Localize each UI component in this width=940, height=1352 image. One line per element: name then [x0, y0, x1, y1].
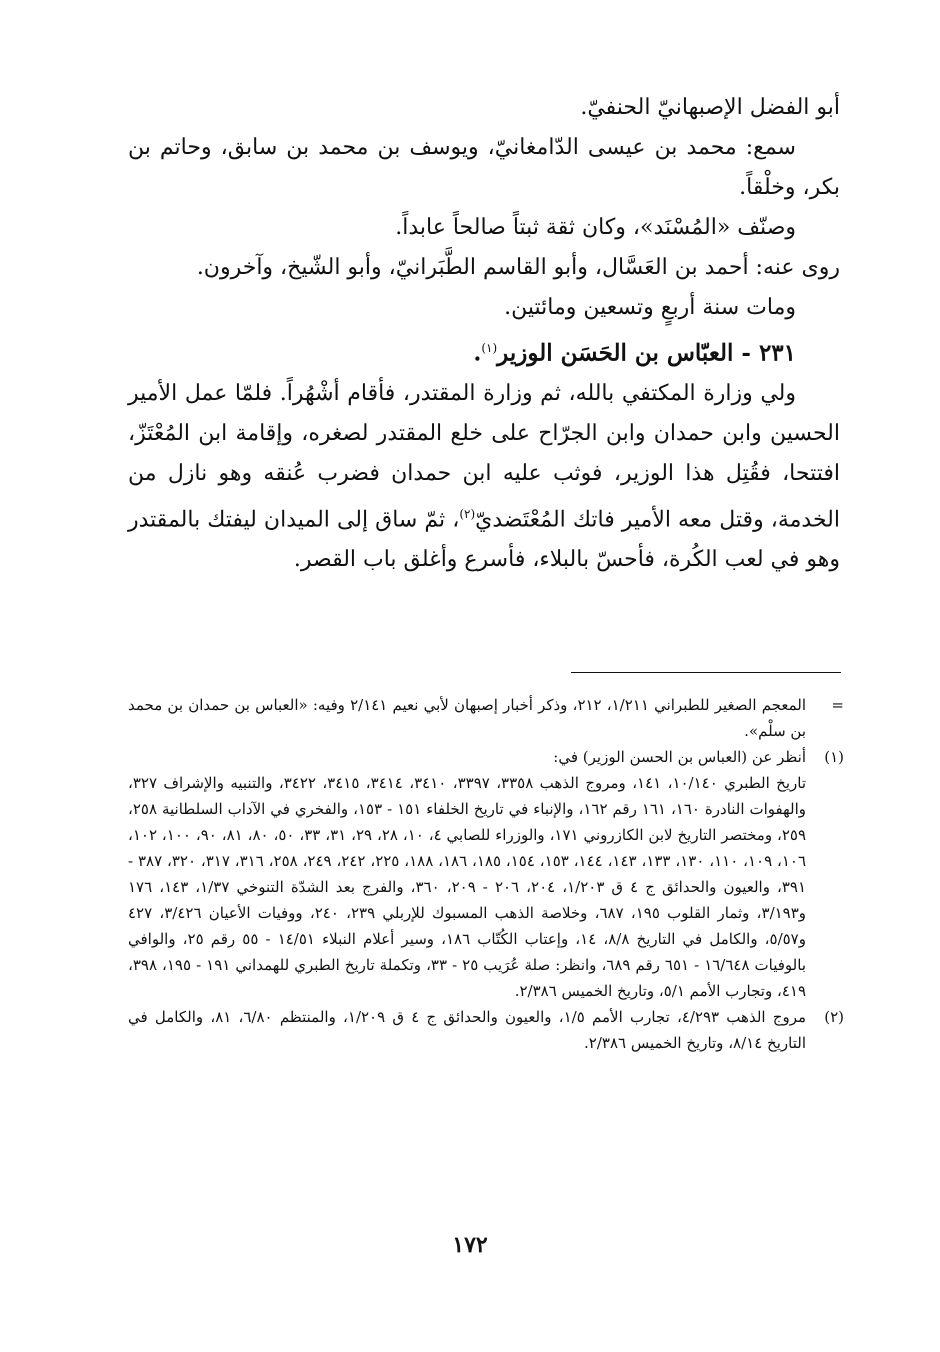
paragraph-heard-from: سمع: محمد بن عيسى الدّامغانيّ، ويوسف بن محمد بن سابق، وحاتم بن بكر، وخلْقاً. [128, 135, 840, 200]
entry-number: ٢٣١ [758, 339, 796, 367]
footnote-1-mark: (١) [824, 748, 844, 766]
paragraph-death: ومات سنة أربعٍ وتسعين ومائتين. [504, 295, 796, 320]
footnote-2-text: مروج الذهب ٤/٢٩٣، تجارب الأمم ١/٥، والعيون والحدائق ج ٤ ق ١/٢٠٩، والمنتظم ٦/٨٠، ٨١، والكامل في التاريخ ٨/١٤، وتاريخ الخميس ٢/٣٨٦. [128, 1008, 807, 1052]
footnote-1-intro: أنظر عن (العباس بن الحسن الوزير) في: [553, 748, 806, 766]
footnote-separator [571, 672, 841, 673]
footnote-2 [128, 1004, 844, 1056]
entry-footnote-ref: (١) [481, 341, 498, 355]
footnote-continuation-text: المعجم الصغير للطبراني ١/٢١١، ٢١٢، وذكر أخبار إصبهان لأبي نعيم ٢/١٤١ وفيه: «العباس بن حمدان بن محمد بن سلْم». [128, 696, 807, 740]
paragraph-name-line: أبو الفضل الإصبهانيّ الحنفيّ. [580, 95, 840, 120]
page-number: ١٧٢ [452, 1232, 488, 1258]
paragraph-authored: وصنّف «المُسْنَد»، وكان ثقة ثبتاً صالحاً عابداً. [395, 215, 796, 240]
footnote-continuation [128, 692, 844, 744]
footnote-2-mark: (٢) [824, 1008, 844, 1026]
footnote-1 [128, 744, 844, 1004]
footnotes [128, 692, 844, 1056]
footnote-continuation-mark: = [831, 696, 844, 714]
main-text [128, 88, 840, 580]
paragraph-vizierate [128, 374, 840, 580]
footnote-ref-2: (٢) [459, 506, 476, 521]
entry-title: العبّاس بن الحَسَن الوزير [497, 339, 734, 367]
paragraph-vizierate-end: ، ثمّ ساق إلى الميدان ليفتك بالمقتدر وهو في لعب الكُرة، فأحسّ بالبلاء، فأسرع وأغلق باب القصر. [128, 506, 840, 572]
footnote-1-text: تاريخ الطبري ١٠/١٤٠، ١٤١، ومروج الذهب ٣٣٥٨، ٣٣٩٧، ٣٤١٠، ٣٤١٤، ٣٤١٥، ٣٤٢٢، والتنبيه والإشراف ٣٢٧، والهفوات النادرة ١٦٠، ١٦١ رقم ١٦٢، والإنباء في تاريخ الخلفاء ١٥١ - ١٥٣، والفخري في الآداب السلطانية ٢٥٨، ٢٥٩، ومختصر التاريخ لابن الكازروني ١٧١، والوزراء للصابي ٤، ١٠، ٢٨، ٢٩، ٣١، ٣٣، ٥٠، ٨٠، ٨١، ٩٠، ١٠٠، ١٠٢، ١٠٦، ١٠٩، ١١٠، ١٣٠، ١٣٣، ١٤٣، ١٤٤، ١٥٣، ١٥٤، ١٨٥، ١٨٦، ١٨٨، ٢٢٥، ٢٤٢، ٢٤٩، ٢٥٨، ٣١٦، ٣١٧، ٣٢٠، ٣٨٧ - ٣٩١، والعيون والحدائق ج ٤ ق ١/٢٠٣، ٢٠٤، ٢٠٦ - ٢٠٩، ٣٦٠، والفرج بعد الشدّة التنوخي ١/٣٧، ١٤٣، ١٧٦ و٣/١٩٣، وثمار القلوب ١٩٥، ٦٨٧، وخلاصة الذهب المسبوك للإربلي ٢٣٩، ٢٤٠، ووفيات الأعيان ٣/٤٢٦، ٤٢٧ و٥/٥٧، والكامل في التاريخ ٨/٨، ١٤، وإعتاب الكُتّاب ١٨٦، وسير أعلام النبلاء ١٤/٥١ - ٥٥ رقم ٢٥، والوافي بالوفيات ١٦/٦٤٨ - ٦٥١ رقم ٦٨٩، وانظر: صلة عُرَيب ٢٥ - ٣٣، وتكملة تاريخ الطبري للهمداني ١٩١ - ١٩٥، ٣٩٨، ٤١٩، وتجارب الأمم ٥/١، وتاريخ الخميس ٢/٣٨٦. [128, 774, 807, 1000]
entry-heading: ٢٣١ - العبّاس بن الحَسَن الوزير$^{(١)}$. [473, 339, 796, 367]
paragraph-narrated-by: روى عنه: أحمد بن العَسَّال، وأبو القاسم الطَّبَرانيّ، وأبو الشّيخ، وآخرون. [196, 255, 840, 280]
paragraph-vizierate-text: ولي وزارة المكتفي بالله، ثم وزارة المقتدر، فأقام أشْهُراً. فلمّا عمل الأمير الحسين وابن حمدان وابن الجرّاح على خلع المقتدر لصغره، وإقامة ابن المُعْتَزّ، افتتحا، فقُتِل هذا الوزير، فوثب عليه ابن حمدان فضرب عُنقه وهو نازل من الخدمة، وقتل معه الأمير فاتك المُعْتَضديّ [128, 380, 840, 532]
